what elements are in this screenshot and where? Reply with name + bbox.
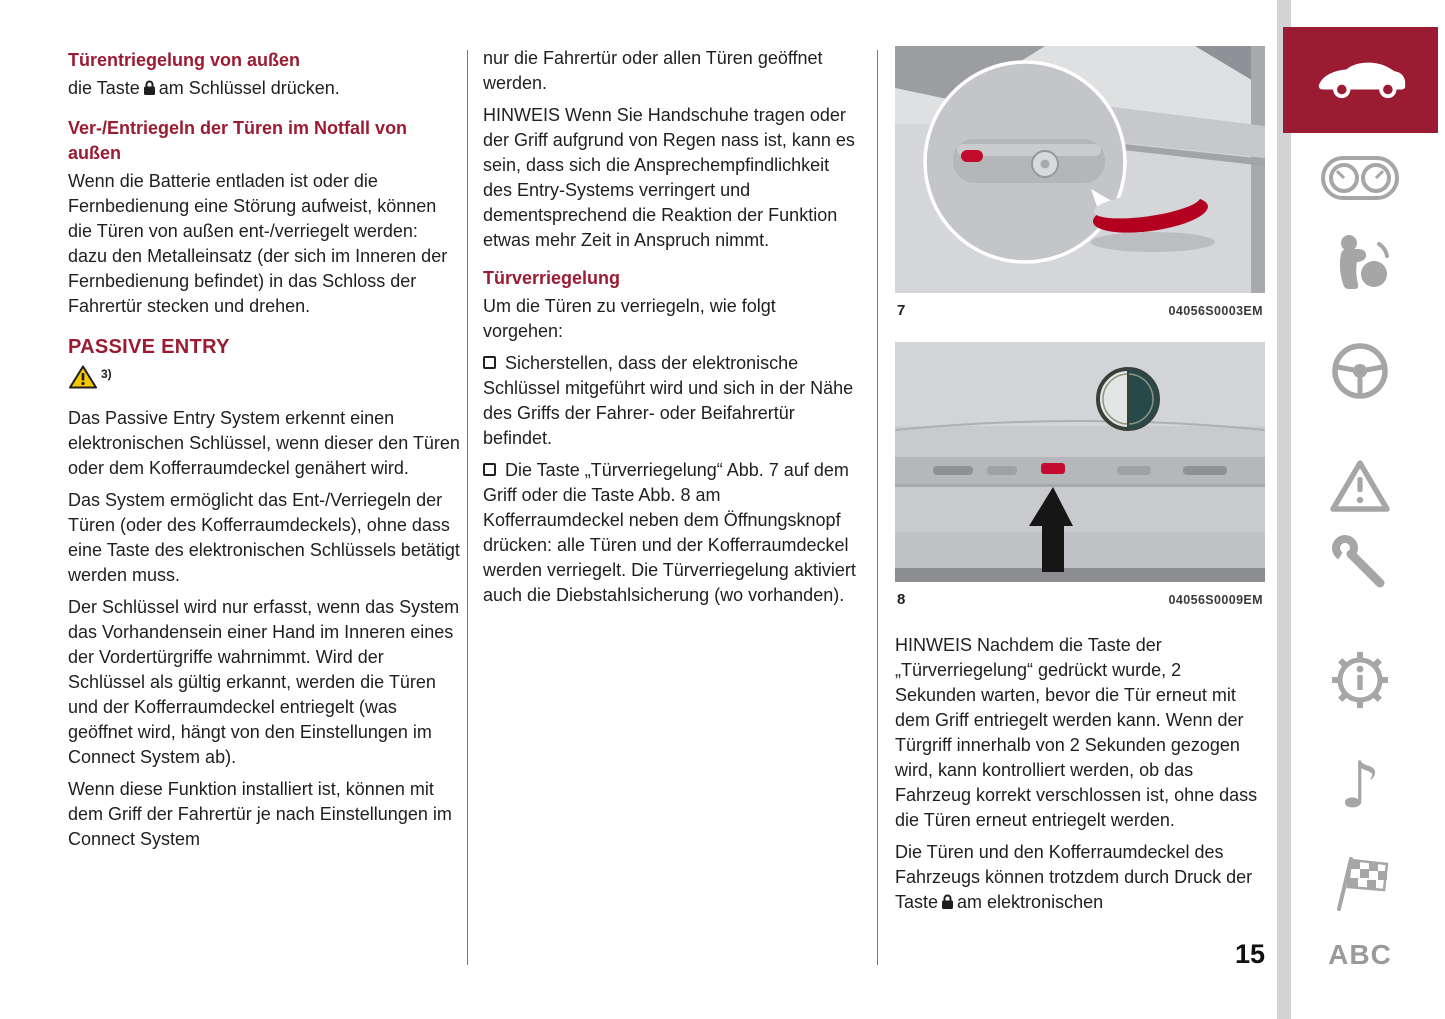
page-number: 15 (1234, 939, 1265, 969)
sidebar-strip (1277, 0, 1291, 1019)
square-bullet-icon (483, 356, 496, 369)
column-divider (467, 50, 468, 965)
bullet-item: Sicherstellen, dass der elektronische Schlüssel mitgeführt wird und sich in der Nähe des Griffs der Fahrer- oder Beifahrertür befindet. (483, 353, 854, 448)
sidebar-tab-vehicle[interactable] (1283, 27, 1438, 133)
figure-number: 8 (897, 591, 906, 608)
figure-caption (895, 582, 1265, 613)
figure-code: 04056S0003EM (1168, 304, 1263, 318)
paragraph: Das System ermöglicht das Ent-/Verriegeln der Türen (oder des Kofferraumdeckels), ohne dass eine Taste des elektronischen Schlüssels betätigt werden muss. (68, 490, 460, 585)
column-divider (877, 50, 878, 965)
sidebar-tab-maintenance[interactable] (1300, 533, 1420, 600)
instrument-cluster-icon (1320, 152, 1400, 211)
paragraph: nur die Fahrertür oder allen Türen geöffnet werden. (483, 48, 823, 93)
footnote-reference: 3) (101, 367, 112, 381)
checkered-flag-icon (1329, 854, 1391, 919)
bullet-item: Die Taste „Türverriegelung“ Abb. 7 auf dem Griff oder die Taste Abb. 8 am Kofferraumdeckel neben dem Öffnungsknopf drücken: alle Türen und der Kofferraumdeckel werden verriegelt. Die Türverriegelung aktiviert auch die Diebstahlsicherung (wo vorhanden). (483, 460, 856, 605)
paragraph: die Taste am Schlüssel drücken. (68, 76, 460, 103)
section-heading: Ver-/Entriegeln der Türen im Notfall von außen (68, 118, 408, 163)
square-bullet-icon (483, 463, 496, 476)
door-handle-illustration (895, 46, 1265, 293)
figure-caption (895, 293, 1265, 324)
music-note-icon: ♪ (1339, 749, 1381, 823)
sidebar-tab-instruments[interactable] (1300, 152, 1420, 211)
sidebar-tab-safety[interactable] (1300, 232, 1420, 301)
warning-note-row (68, 364, 460, 397)
lock-key-icon (143, 78, 156, 103)
wrench-icon (1330, 533, 1390, 600)
section-heading: PASSIVE ENTRY (68, 336, 230, 358)
sidebar-tab-index[interactable]: ABC (1328, 939, 1392, 970)
left-column (68, 46, 460, 859)
warning-triangle-icon (68, 364, 98, 397)
paragraph: HINWEIS Wenn Sie Handschuhe tragen oder der Griff aufgrund von Regen nass ist, kann es sein, dass sich die Ansprechempfindlichkeit des Entry-Systems verringert und dementsprechend die Reaktion der Funktion etwas mehr Zeit in Anspruch nimmt. (483, 105, 855, 250)
airbag-icon (1329, 232, 1391, 301)
section-heading: Türentriegelung von außen (68, 50, 301, 70)
paragraph: Das Passive Entry System erkennt einen elektronischen Schlüssel, wenn dieser den Türen oder dem Kofferraumdeckel genähert wird. (68, 408, 460, 478)
paragraph: Wenn diese Funktion installiert ist, können mit dem Griff der Fahrertür je nach Einstellungen im Connect System (68, 779, 452, 849)
figure-code: 04056S0009EM (1168, 593, 1263, 607)
lock-key-icon (941, 892, 954, 917)
paragraph: Die Türen und den Kofferraumdeckel des Fahrzeugs können trotzdem durch Druck der Taste am elektronischen (895, 840, 1265, 917)
steering-wheel-icon (1330, 341, 1390, 408)
figure-number: 7 (897, 302, 906, 319)
trunk-lid-illustration (895, 342, 1265, 582)
paragraph: Der Schlüssel wird nur erfasst, wenn das System das Vorhandensein einer Hand im Inneren eines der Vordertürgriffe wahrnimmt. Wird der Schlüssel als gültig erkannt, werden die Türen und der Kofferraumdeckel entriegelt (was geöffnet wird, hängt von den Einstellungen im Connect System ab). (68, 597, 460, 767)
sidebar-tab-warnings[interactable] (1300, 458, 1420, 521)
car-icon (1313, 54, 1409, 107)
figure-8-trunk-image (895, 342, 1265, 613)
paragraph: HINWEIS Nachdem die Taste der „Türverriegelung“ gedrückt wurde, 2 Sekunden warten, bevor die Tür erneut mit dem Griff entriegelt werden kann. Wenn der Türgriff innerhalb von 2 Sekunden gezogen wird, kann kontrolliert werden, ob das Fahrzeug korrekt verschlossen ist, ohne dass die Türen erneut entriegelt werden. (895, 635, 1258, 830)
warning-triangle-icon (1329, 458, 1391, 521)
figure-7-door-handle-image (895, 46, 1265, 324)
sidebar-tab-driving[interactable] (1300, 341, 1420, 408)
info-gear-icon (1328, 648, 1392, 719)
right-column (895, 46, 1265, 924)
section-heading: Türverriegelung (483, 268, 621, 288)
sidebar-tab-technical-data[interactable] (1300, 648, 1420, 719)
sidebar-tab-emergency[interactable] (1300, 854, 1420, 919)
paragraph: Wenn die Batterie entladen ist oder die Fernbedienung eine Störung aufweist, können die Türen von außen ent-/verriegelt werden: dazu den Metalleinsatz (der sich im Inneren der Fernbedienung befindet) in das Schloss der Fahrertür stecken und drehen. (68, 171, 448, 316)
middle-column (483, 46, 859, 615)
sidebar-tab-multimedia[interactable] (1300, 749, 1420, 823)
right-column-text (895, 633, 1265, 917)
paragraph: Um die Türen zu verriegeln, wie folgt vorgehen: (483, 296, 776, 341)
